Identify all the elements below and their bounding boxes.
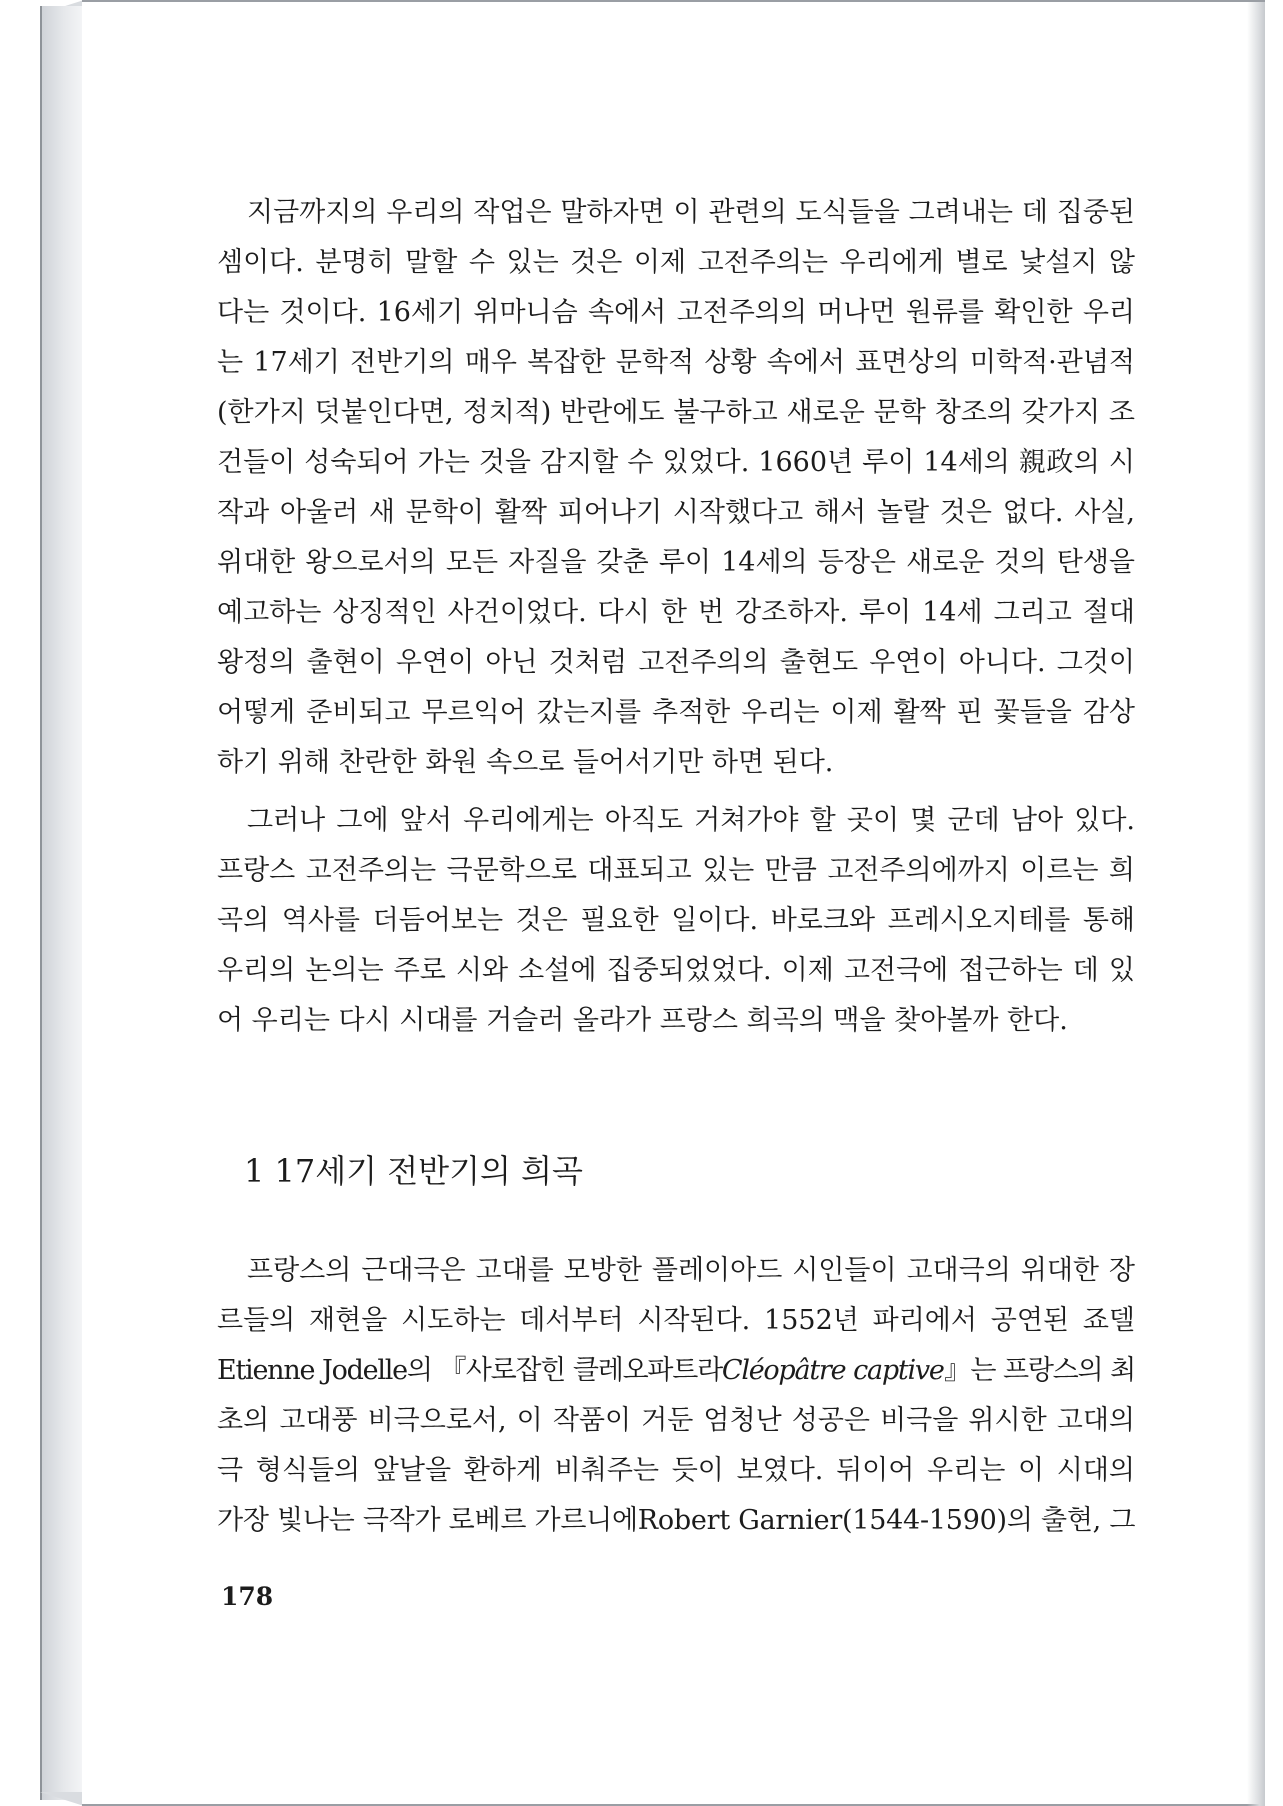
text-line: 셈이다. 분명히 말할 수 있는 것은 이제 고전주의는 우리에게 별로 낯설지 않 <box>217 247 1135 278</box>
text-line: 작과 아울러 새 문학이 활짝 피어나기 시작했다고 해서 놀랄 것은 없다. 사실, <box>217 497 1135 528</box>
text-line: 그러나 그에 앞서 우리에게는 아직도 거쳐가야 할 곳이 몇 군데 남아 있다. <box>247 805 1135 836</box>
text-line: 르들의 재현을 시도하는 데서부터 시작된다. 1552년 파리에서 공연된 죠델 <box>217 1305 1135 1336</box>
text-line: 다는 것이다. 16세기 위마니슴 속에서 고전주의의 머나먼 원류를 확인한 우리 <box>217 297 1135 328</box>
book-spine <box>40 6 82 1800</box>
text-line: 건들이 성숙되어 가는 것을 감지할 수 있었다. 1660년 루이 14세의 親政의 시 <box>217 447 1135 478</box>
text-line: 가장 빛나는 극작가 로베르 가르니에Robert Garnier(1544-1590)의 출현, 그 <box>217 1505 1136 1536</box>
text-line: 초의 고대풍 비극으로서, 이 작품이 거둔 엄청난 성공은 비극을 위시한 고대의 <box>217 1405 1135 1436</box>
text-line: 예고하는 상징적인 사건이었다. 다시 한 번 강조하자. 루이 14세 그리고 절대 <box>217 597 1135 628</box>
text-line: (한가지 덧붙인다면, 정치적) 반란에도 불구하고 새로운 문학 창조의 갖가지 조 <box>217 397 1135 428</box>
text-line: 프랑스의 근대극은 고대를 모방한 플레이아드 시인들이 고대극의 위대한 장 <box>247 1255 1135 1286</box>
text-segment: 』는 프랑스의 최 <box>943 1355 1135 1386</box>
text-line: 어떻게 준비되고 무르익어 갔는지를 추적한 우리는 이제 활짝 핀 꽃들을 감상 <box>217 697 1135 728</box>
text-line: 곡의 역사를 더듬어보는 것은 필요한 일이다. 바로크와 프레시오지테를 통해 <box>217 905 1135 936</box>
text-line: 프랑스 고전주의는 극문학으로 대표되고 있는 만큼 고전주의에까지 이르는 희 <box>217 855 1135 886</box>
text-line: 위대한 왕으로서의 모든 자질을 갖춘 루이 14세의 등장은 새로운 것의 탄생을 <box>217 547 1135 578</box>
text-line: 하기 위해 찬란한 화원 속으로 들어서기만 하면 된다. <box>217 747 834 778</box>
text-line: 는 17세기 전반기의 매우 복잡한 문학적 상황 속에서 표면상의 미학적·관념적 <box>217 347 1135 378</box>
text-line-mixed <box>217 1346 1135 1396</box>
text-line: 왕정의 출현이 우연이 아닌 것처럼 고전주의의 출현도 우연이 아니다. 그것이 <box>217 647 1135 678</box>
text-line: 극 형식들의 앞날을 환하게 비춰주는 듯이 보였다. 뒤이어 우리는 이 시대의 <box>217 1455 1135 1486</box>
paragraph-3 <box>217 1246 1135 1546</box>
page-edge-shadow <box>1247 2 1265 1806</box>
paragraph-2 <box>217 796 1135 1046</box>
section-heading: 1 17세기 전반기의 희곡 <box>244 1152 583 1190</box>
italic-title: Cléopâtre captive <box>721 1355 944 1386</box>
text-line: 지금까지의 우리의 작업은 말하자면 이 관련의 도식들을 그려내는 데 집중된 <box>247 197 1135 228</box>
text-line: 우리의 논의는 주로 시와 소설에 집중되었었다. 이제 고전극에 접근하는 데 있 <box>217 955 1135 986</box>
page-number: 178 <box>221 1582 274 1611</box>
text-line: 어 우리는 다시 시대를 거슬러 올라가 프랑스 희곡의 맥을 찾아볼까 한다. <box>217 1005 1068 1036</box>
paragraph-1 <box>217 188 1135 788</box>
text-segment: Etienne Jodelle의 『사로잡힌 클레오파트라 <box>217 1355 722 1386</box>
